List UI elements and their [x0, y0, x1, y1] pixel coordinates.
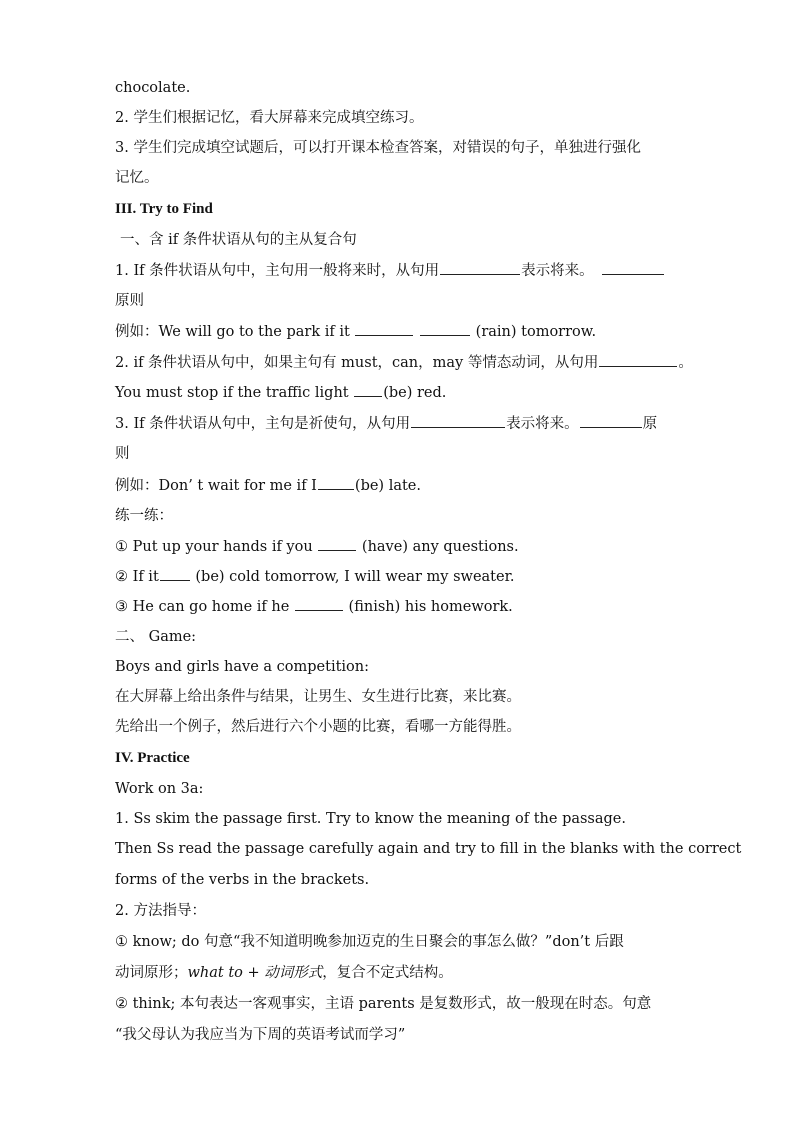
text-fragment: ② If it — [115, 569, 159, 585]
text-line — [115, 352, 693, 373]
text-fragment: 2. if 条件状语从句中，如果主句有 must，can，may 等情态动词，从句用 — [115, 355, 599, 371]
text-fragment: 原 — [642, 416, 658, 432]
text-line — [115, 321, 596, 342]
text-line: 在大屏幕上给出条件与结果，让男生、女生进行比赛，来比赛。 — [115, 689, 521, 705]
text-line: 练一练： — [115, 508, 173, 524]
blank — [411, 413, 505, 428]
text-line: Boys and girls have a competition: — [115, 659, 370, 675]
text-line: Work on 3a: — [115, 781, 204, 797]
text-fragment-italic: what to + 动词形式 — [187, 965, 323, 981]
text-line: forms of the verbs in the brackets. — [115, 872, 370, 888]
text-line — [115, 260, 665, 281]
text-line: 2. 方法指导： — [115, 903, 206, 919]
subsection-heading-game: 二、 Game: — [115, 629, 197, 645]
text-fragment: (be) red. — [383, 385, 447, 401]
blank — [354, 382, 382, 397]
text-fragment: (finish) his homework. — [348, 599, 513, 615]
text-line: ① know; do 句意“我不知道明晚参加迈克的生日聚会的事怎么做？”don’t 后跟 — [115, 934, 624, 950]
text-line: 记忆。 — [115, 170, 159, 186]
text-fragment: (rain) tomorrow. — [475, 324, 597, 340]
blank — [420, 321, 470, 336]
text-line — [115, 536, 519, 557]
text-fragment: (have) any questions. — [361, 539, 519, 555]
text-line — [115, 566, 515, 587]
text-line: “我父母认为我应当为下周的英语考试而学习” — [115, 1027, 406, 1043]
text-fragment: 表示将来。 — [506, 416, 579, 432]
text-fragment: 例如：We will go to the park if it — [115, 324, 350, 340]
text-line: 则 — [115, 446, 130, 462]
text-fragment: 表示将来。 — [521, 263, 594, 279]
blank — [318, 536, 356, 551]
subsection-heading: 一、含 if 条件状语从句的主从复合句 — [120, 232, 357, 248]
text-fragment: (be) cold tomorrow, I will wear my sweater. — [195, 569, 515, 585]
blank — [355, 321, 413, 336]
text-line: chocolate. — [115, 80, 191, 96]
text-fragment: (be) late. — [354, 478, 421, 494]
text-line — [115, 382, 446, 403]
text-line — [115, 413, 657, 434]
text-line — [115, 963, 453, 983]
text-fragment: ① Put up your hands if you — [115, 539, 313, 555]
text-line: 先给出一个例子，然后进行六个小题的比赛，看哪一方能得胜。 — [115, 719, 521, 735]
text-line: 2. 学生们根据记忆，看大屏幕来完成填空练习。 — [115, 110, 424, 126]
text-line: 1. Ss skim the passage first. Try to know the meaning of the passage. — [115, 811, 626, 827]
text-fragment: You must stop if the traffic light — [115, 385, 349, 401]
text-line: Then Ss read the passage carefully again and try to fill in the blanks with the correct — [115, 841, 742, 857]
text-fragment: 例如：Don’ t wait for me if I — [115, 478, 317, 494]
text-line — [115, 596, 513, 617]
text-fragment: ③ He can go home if he — [115, 599, 290, 615]
blank — [599, 352, 677, 367]
text-fragment: 动词原形； — [115, 965, 188, 981]
text-line — [115, 475, 421, 496]
blank — [602, 260, 664, 275]
section-heading-try-to-find: III. Try to Find — [115, 201, 213, 217]
blank — [580, 413, 642, 428]
text-fragment: 。 — [678, 355, 693, 371]
blank — [318, 475, 354, 490]
blank — [160, 566, 190, 581]
blank — [440, 260, 520, 275]
text-line: ② think; 本句表达一客观事实，主语 parents 是复数形式，故一般现在时态。句意 — [115, 996, 652, 1012]
text-fragment: ，复合不定式结构。 — [322, 965, 453, 981]
section-heading-practice: IV. Practice — [115, 750, 190, 766]
blank — [295, 596, 343, 611]
text-line: 原则 — [115, 293, 144, 309]
text-fragment: 3. If 条件状语从句中，主句是祈使句，从句用 — [115, 416, 411, 432]
text-line: 3. 学生们完成填空试题后，可以打开课本检查答案，对错误的句子，单独进行强化 — [115, 140, 641, 156]
text-fragment: 1. If 条件状语从句中，主句用一般将来时，从句用 — [115, 263, 440, 279]
